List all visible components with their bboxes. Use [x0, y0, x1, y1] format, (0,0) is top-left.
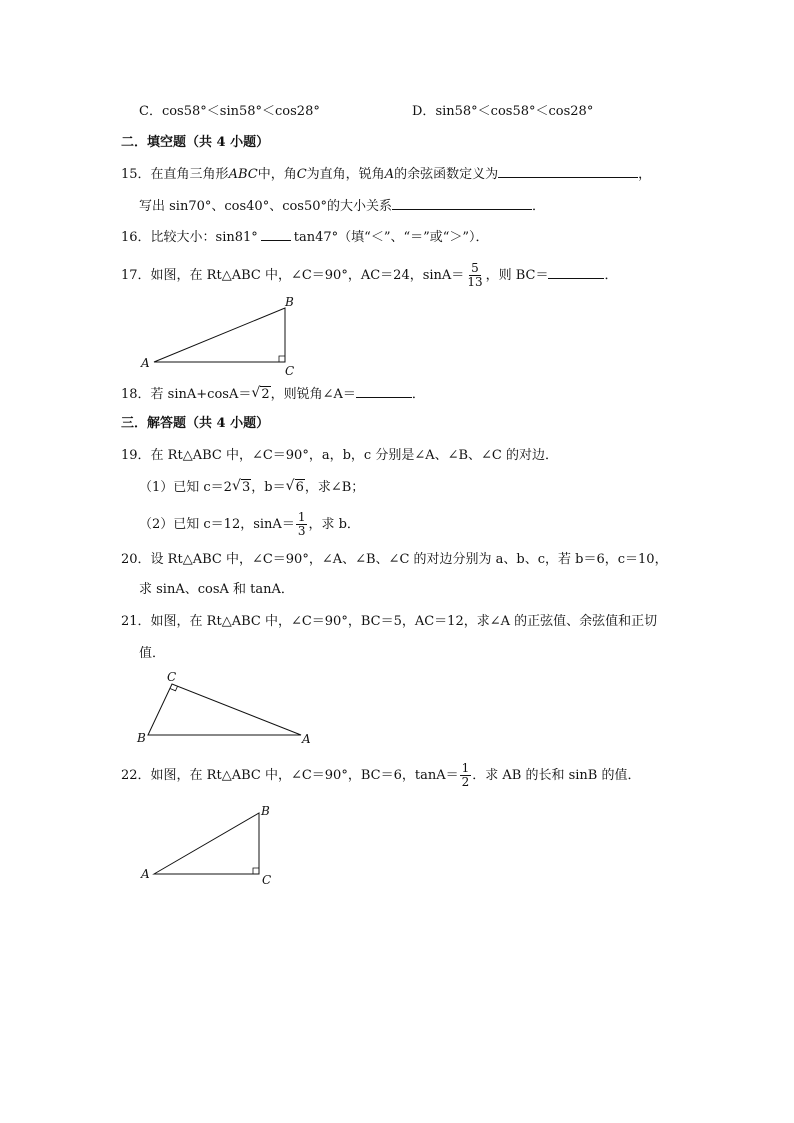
triangle	[154, 308, 285, 362]
fraction-numerator: 5	[471, 261, 479, 275]
q17-text: ，则 BC＝	[485, 268, 549, 283]
question-number: 17．	[121, 268, 151, 283]
triangle	[148, 684, 301, 735]
question-21-line1	[121, 613, 657, 631]
question-19	[121, 447, 558, 465]
q15-vertex-a: A	[384, 167, 395, 182]
section-title-solve: 三．解答题（共 4 小题）	[121, 416, 270, 431]
question-15-line2	[139, 197, 545, 216]
right-angle-mark	[279, 356, 285, 362]
q15-text: 在直角三角形	[150, 167, 229, 182]
q22-text: 如图，在 Rt△ABC 中，∠C＝90°，BC＝6，tanA＝	[150, 768, 459, 783]
q19-text: ，求∠B；	[304, 480, 365, 495]
q15-text: ．	[532, 199, 546, 214]
q21-text: 如图，在 Rt△ABC 中，∠C＝90°，BC＝5，AC＝12，求∠A 的正弦值、余弦值和正切	[150, 614, 658, 629]
square-root	[232, 479, 251, 497]
question-16	[121, 228, 489, 247]
question-19-part2	[139, 511, 360, 538]
q19-text: （1）已知 c＝2	[139, 480, 232, 495]
question-15-line1	[121, 165, 651, 184]
question-number: 20．	[121, 552, 151, 567]
q15-vertex-c: C	[296, 167, 307, 182]
q17-triangle-figure	[138, 292, 308, 378]
fraction	[296, 511, 308, 538]
answer-blank[interactable]	[261, 228, 291, 241]
fraction-numerator: 1	[297, 510, 306, 524]
question-21-line2: 值．	[139, 646, 166, 661]
option-d	[412, 103, 593, 121]
fraction	[460, 762, 472, 789]
option-c-label: C．	[139, 104, 162, 119]
question-20-line1	[121, 551, 668, 569]
q15-text: 的余弦函数定义为	[394, 167, 499, 182]
q15-text: 为直角，锐角	[306, 167, 385, 182]
square-root	[251, 386, 270, 404]
q19-text: （2）已知 c＝12，sinA＝	[139, 517, 295, 532]
q22-triangle-figure	[138, 800, 278, 890]
question-17	[121, 262, 617, 289]
q19-text: ，b＝	[251, 480, 286, 495]
question-number: 21．	[121, 614, 151, 629]
radical-sign: √	[251, 385, 261, 401]
option-d-text: sin58°＜cos58°＜cos28°	[435, 104, 594, 119]
answer-blank[interactable]	[498, 165, 638, 178]
answer-blank[interactable]	[356, 385, 412, 398]
q16-text: tan47°（填“＜”、“＝”或“＞”）．	[293, 230, 489, 245]
vertex-label-a: A	[141, 867, 150, 881]
question-20-line2: 求 sinA、cosA 和 tanA．	[139, 582, 294, 597]
question-number: 15．	[121, 167, 151, 182]
q16-text: 比较大小：sin81°	[150, 230, 258, 245]
option-d-label: D．	[412, 104, 436, 119]
q21-triangle-figure	[134, 666, 319, 748]
question-number: 19．	[121, 448, 151, 463]
q22-text: ．求 AB 的长和 sinB 的值．	[472, 768, 641, 783]
q15-triangle: ABC	[228, 167, 258, 182]
q15-text: ，	[638, 167, 652, 182]
q19-text: 在 Rt△ABC 中，∠C＝90°，a，b，c 分别是∠A、∠B、∠C 的对边．	[150, 448, 559, 463]
vertex-label-b: B	[285, 295, 294, 309]
fraction-denominator: 3	[297, 524, 306, 538]
q15-text: 写出 sin70°、cos40°、cos50°的大小关系	[139, 199, 393, 214]
section-title-fill-in: 二．填空题（共 4 小题）	[121, 135, 270, 150]
question-number: 16．	[121, 230, 151, 245]
q18-text: ，则锐角∠A＝	[270, 387, 356, 402]
q18-text: 若 sinA+cosA＝	[150, 387, 252, 402]
question-22	[121, 762, 640, 789]
triangle	[154, 813, 259, 874]
vertex-label-c: C	[262, 873, 272, 887]
vertex-label-c: C	[285, 364, 295, 378]
q17-text: ．	[604, 268, 618, 283]
q19-text: ，求 b．	[308, 517, 360, 532]
square-root	[286, 479, 305, 497]
q20-text: 设 Rt△ABC 中，∠C＝90°，∠A、∠B、∠C 的对边分别为 a、b、c，若 b＝6，c＝10，	[150, 552, 668, 567]
vertex-label-a: A	[302, 732, 311, 746]
q15-text: 中，角	[257, 167, 297, 182]
fraction-denominator: 2	[461, 775, 470, 789]
radicand: 6	[295, 480, 304, 495]
radical-sign: √	[285, 478, 295, 494]
vertex-label-b: B	[261, 804, 270, 818]
vertex-label-c: C	[167, 670, 177, 684]
radicand: 3	[241, 480, 251, 495]
right-angle-mark	[253, 868, 259, 874]
fraction-denominator: 13	[467, 275, 483, 289]
q18-text: ．	[411, 387, 425, 402]
q17-text: 如图，在 Rt△ABC 中，∠C＝90°，AC＝24，sinA＝	[150, 268, 465, 283]
question-number: 18．	[121, 387, 151, 402]
fraction-numerator: 1	[461, 761, 470, 775]
vertex-label-b: B	[137, 731, 146, 745]
question-18	[121, 385, 425, 404]
fraction	[465, 262, 484, 289]
question-number: 22．	[121, 768, 151, 783]
vertex-label-a: A	[141, 356, 150, 370]
option-c-text: cos58°＜sin58°＜cos28°	[161, 104, 320, 119]
radical-sign: √	[231, 478, 241, 494]
option-c	[139, 103, 320, 121]
answer-blank[interactable]	[392, 197, 532, 210]
radicand: 2	[261, 387, 270, 402]
question-19-part1	[139, 479, 364, 497]
answer-blank[interactable]	[548, 266, 604, 279]
